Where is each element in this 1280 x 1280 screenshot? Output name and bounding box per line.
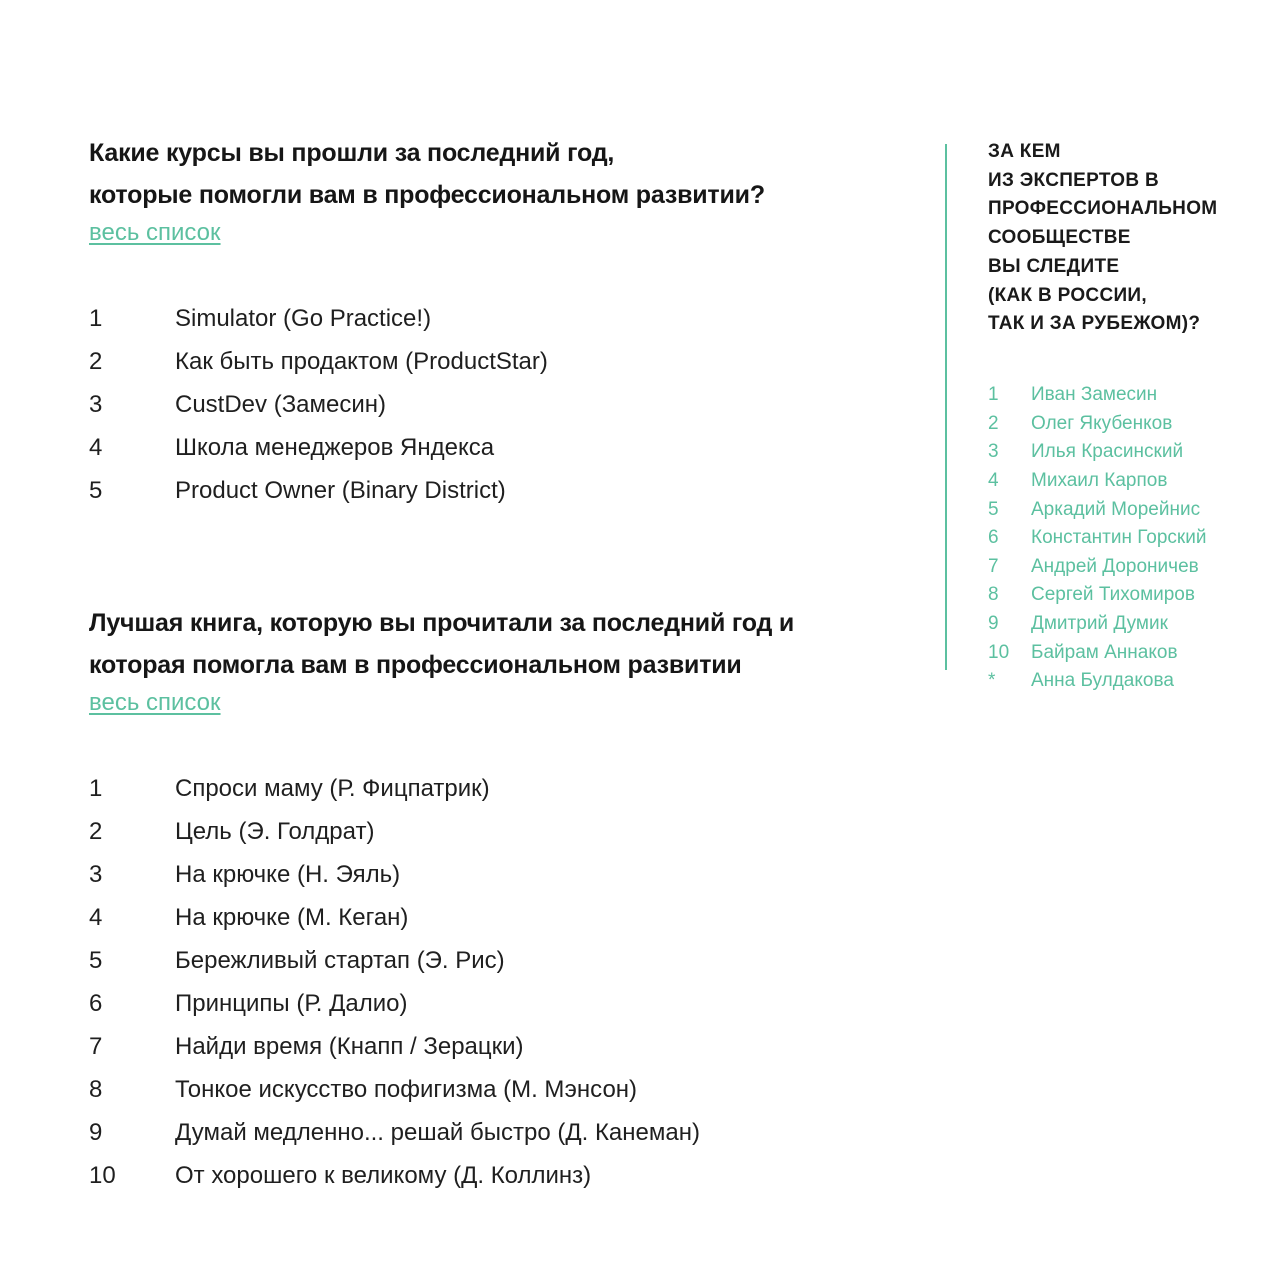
book-item <box>89 810 794 853</box>
experts-heading-line: ИЗ ЭКСПЕРТОВ В <box>988 169 1160 191</box>
book-number: 2 <box>89 817 103 845</box>
expert-item <box>988 495 1273 524</box>
course-item <box>89 426 765 469</box>
books-list <box>89 767 794 1197</box>
book-title: На крючке (М. Кеган) <box>175 903 409 931</box>
books-full-list-link[interactable]: весь список <box>89 689 221 716</box>
books-heading <box>89 602 794 686</box>
book-number: 10 <box>89 1161 116 1189</box>
expert-item <box>988 581 1273 610</box>
book-number: 7 <box>89 1032 103 1060</box>
course-item <box>89 297 765 340</box>
book-title: От хорошего к великому (Д. Коллинз) <box>175 1161 592 1189</box>
expert-item <box>988 610 1273 639</box>
expert-name: Михаил Карпов <box>1031 470 1168 491</box>
expert-name: Иван Замесин <box>1031 384 1158 406</box>
course-number: 5 <box>89 476 103 504</box>
book-number: 1 <box>89 774 103 802</box>
course-number: 3 <box>89 390 103 418</box>
expert-number: 6 <box>988 527 999 549</box>
course-number: 2 <box>89 347 103 375</box>
book-title: Тонкое искусство пофигизма (М. Мэнсон) <box>175 1075 638 1103</box>
expert-name: Аркадий Морейнис <box>1031 498 1201 520</box>
books-heading-line1: Лучшая книга, которую вы прочитали за последний год и <box>89 609 795 637</box>
expert-number: 10 <box>988 641 1010 663</box>
book-number: 9 <box>89 1118 103 1146</box>
expert-number: 5 <box>988 498 999 520</box>
book-item <box>89 1154 794 1197</box>
expert-item <box>988 552 1273 581</box>
book-title: Принципы (Р. Далио) <box>175 989 408 1017</box>
book-item <box>89 896 794 939</box>
course-title: Product Owner (Binary District) <box>175 476 506 504</box>
experts-sidebar <box>988 138 1273 695</box>
experts-list <box>988 381 1273 696</box>
expert-name: Олег Якубенков <box>1031 412 1173 434</box>
experts-heading-line: ТАК И ЗА РУБЕЖОМ)? <box>988 313 1201 335</box>
expert-name: Андрей Дороничев <box>1031 555 1199 577</box>
expert-number: 1 <box>988 384 999 406</box>
course-title: Как быть продактом (ProductStar) <box>175 347 548 375</box>
book-title: Спроси маму (Р. Фицпатрик) <box>175 774 490 802</box>
expert-name: Байрам Аннаков <box>1031 641 1178 663</box>
book-number: 8 <box>89 1075 103 1103</box>
book-item <box>89 853 794 896</box>
courses-section <box>89 132 765 512</box>
courses-heading-line1: Какие курсы вы прошли за последний год, <box>89 139 615 167</box>
course-title: CustDev (Замесин) <box>175 390 387 418</box>
expert-number: 2 <box>988 412 999 434</box>
experts-heading-line: ВЫ СЛЕДИТЕ <box>988 255 1120 277</box>
book-title: Цель (Э. Голдрат) <box>175 817 375 845</box>
book-number: 5 <box>89 946 103 974</box>
experts-heading <box>988 138 1273 339</box>
book-item <box>89 1068 794 1111</box>
experts-heading-line: ЗА КЕМ <box>988 141 1061 162</box>
book-number: 6 <box>89 989 103 1017</box>
expert-name: Дмитрий Думик <box>1031 612 1168 634</box>
experts-heading-line: ПРОФЕССИОНАЛЬНОМ <box>988 198 1218 220</box>
expert-number: * <box>988 670 996 692</box>
book-item <box>89 1025 794 1068</box>
expert-item <box>988 381 1273 410</box>
expert-number: 4 <box>988 470 999 491</box>
book-title: Бережливый стартап (Э. Рис) <box>175 946 505 974</box>
book-title: Думай медленно... решай быстро (Д. Канеман) <box>175 1118 700 1146</box>
book-item <box>89 767 794 810</box>
experts-heading-line: (КАК В РОССИИ, <box>988 284 1147 306</box>
book-title: Найди время (Кнапп / Зерацки) <box>175 1032 524 1060</box>
course-item <box>89 383 765 426</box>
book-number: 4 <box>89 903 103 931</box>
expert-item <box>988 524 1273 553</box>
expert-item <box>988 638 1273 667</box>
expert-item <box>988 410 1273 439</box>
courses-full-list-link[interactable]: весь список <box>89 219 221 246</box>
expert-number: 3 <box>988 441 999 463</box>
book-item <box>89 939 794 982</box>
book-item <box>89 1111 794 1154</box>
courses-list <box>89 297 765 512</box>
course-number: 4 <box>89 433 103 461</box>
expert-number: 8 <box>988 584 999 606</box>
books-heading-line2: которая помогла вам в профессиональном развитии <box>89 651 742 679</box>
expert-number: 7 <box>988 555 999 577</box>
course-item <box>89 469 765 512</box>
expert-name: Анна Булдакова <box>1031 670 1174 692</box>
books-section <box>89 602 794 1197</box>
book-title: На крючке (Н. Эяль) <box>175 860 401 888</box>
expert-number: 9 <box>988 612 999 634</box>
course-item <box>89 340 765 383</box>
experts-heading-line: СООБЩЕСТВЕ <box>988 227 1131 249</box>
course-title: Школа менеджеров Яндекса <box>175 433 495 461</box>
expert-item <box>988 667 1273 696</box>
expert-name: Илья Красинский <box>1031 441 1184 463</box>
courses-heading <box>89 132 765 216</box>
expert-item <box>988 467 1273 496</box>
course-number: 1 <box>89 304 103 332</box>
book-item <box>89 982 794 1025</box>
courses-heading-line2: которые помогли вам в профессиональном развитии? <box>89 181 765 209</box>
course-title: Simulator (Go Practice!) <box>175 304 432 332</box>
sidebar-divider <box>945 144 947 670</box>
expert-name: Константин Горский <box>1031 527 1207 549</box>
expert-item <box>988 438 1273 467</box>
expert-name: Сергей Тихомиров <box>1031 584 1195 606</box>
book-number: 3 <box>89 860 103 888</box>
